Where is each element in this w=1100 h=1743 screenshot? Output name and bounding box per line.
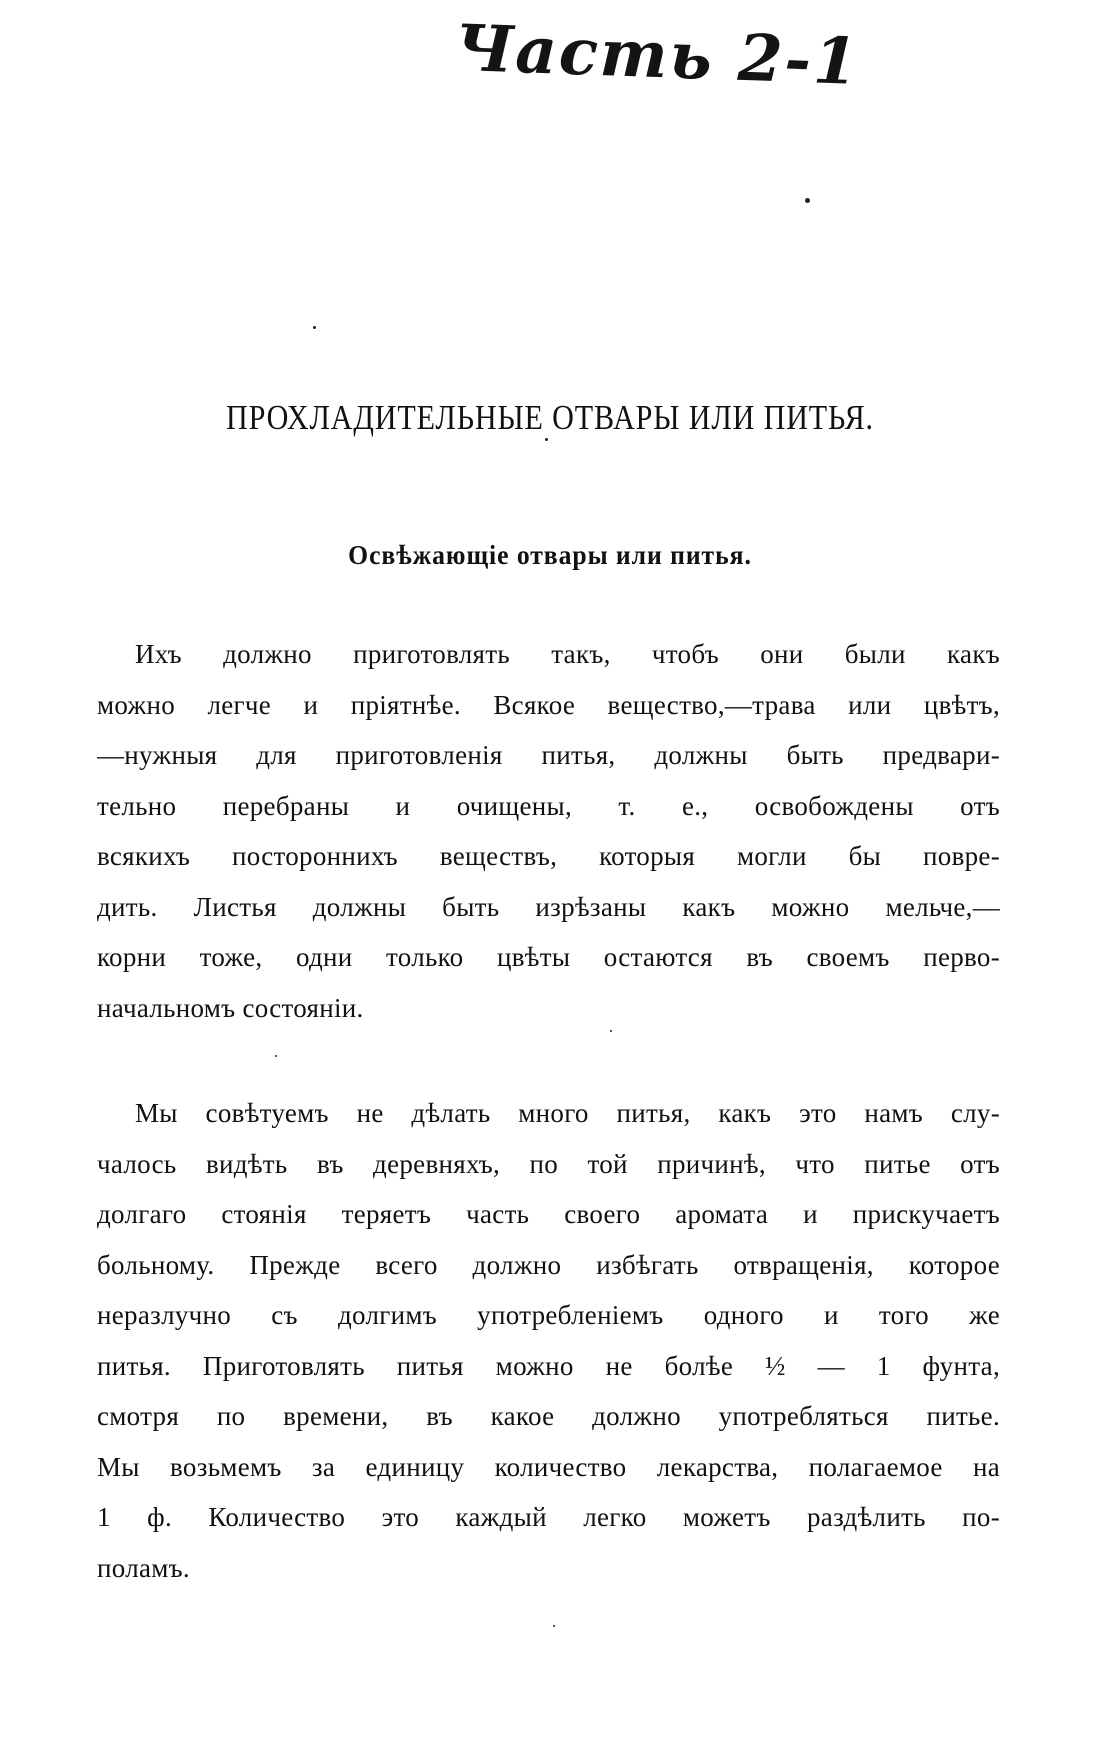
section-subtitle: Освѣжающіе отвары или питья. xyxy=(348,540,752,570)
text-line: поламъ. xyxy=(97,1552,190,1583)
scan-speck xyxy=(805,198,810,203)
text-line: Ихъ должно приготовлять такъ, чтобъ они были какъ xyxy=(135,639,1000,669)
scan-speck xyxy=(545,438,548,441)
paragraph-2 xyxy=(97,1088,1000,1593)
scan-speck xyxy=(313,326,316,329)
scan-speck xyxy=(553,1625,555,1627)
text-line: чалось видѣть въ деревняхъ, по той причинѣ, что питье отъ xyxy=(97,1148,1000,1179)
text-line: Мы возьмемъ за единицу количество лекарства, полагаемое на xyxy=(97,1451,1000,1482)
text-line: тельно перебраны и очищены, т. е., освобождены отъ xyxy=(97,790,1000,821)
text-line: Мы совѣтуемъ не дѣлать много питья, какъ это намъ слу- xyxy=(135,1098,1000,1128)
text-line: корни тоже, одни только цвѣты остаются въ своемъ перво- xyxy=(97,942,1000,972)
text-line: неразлучно съ долгимъ употребленіемъ одного и того же xyxy=(97,1300,1000,1330)
handwritten-note: Часть 2-1 xyxy=(453,10,861,101)
paragraph-1 xyxy=(97,629,1000,1033)
text-line: всякихъ постороннихъ веществъ, которыя могли бы повре- xyxy=(97,841,1000,871)
text-line: питья. Приготовлять питья можно не болѣе ½ — 1 фунта, xyxy=(97,1350,1000,1381)
text-line: начальномъ состояніи. xyxy=(97,992,364,1023)
text-line: долгаго стоянія теряетъ часть своего аромата и прискучаетъ xyxy=(97,1199,1000,1229)
text-line: смотря по времени, въ какое должно употребляться питье. xyxy=(97,1401,1000,1431)
text-line: —нужныя для приготовленія питья, должны быть предвари- xyxy=(97,740,1000,770)
text-line: дить. Листья должны быть изрѣзаны какъ можно мельче,— xyxy=(97,891,1000,922)
page-title: ПРОХЛАДИТЕЛЬНЫЕ ОТВАРЫ ИЛИ ПИТЬЯ. xyxy=(226,398,874,437)
text-line: можно легче и пріятнѣе. Всякое вещество,—трава или цвѣтъ, xyxy=(97,689,1000,720)
text-line: больному. Прежде всего должно избѣгать отвращенія, которое xyxy=(97,1249,1000,1280)
text-line: 1 ф. Количество это каждый легко можетъ раздѣлить по- xyxy=(97,1502,1000,1532)
scan-speck xyxy=(275,1055,277,1057)
